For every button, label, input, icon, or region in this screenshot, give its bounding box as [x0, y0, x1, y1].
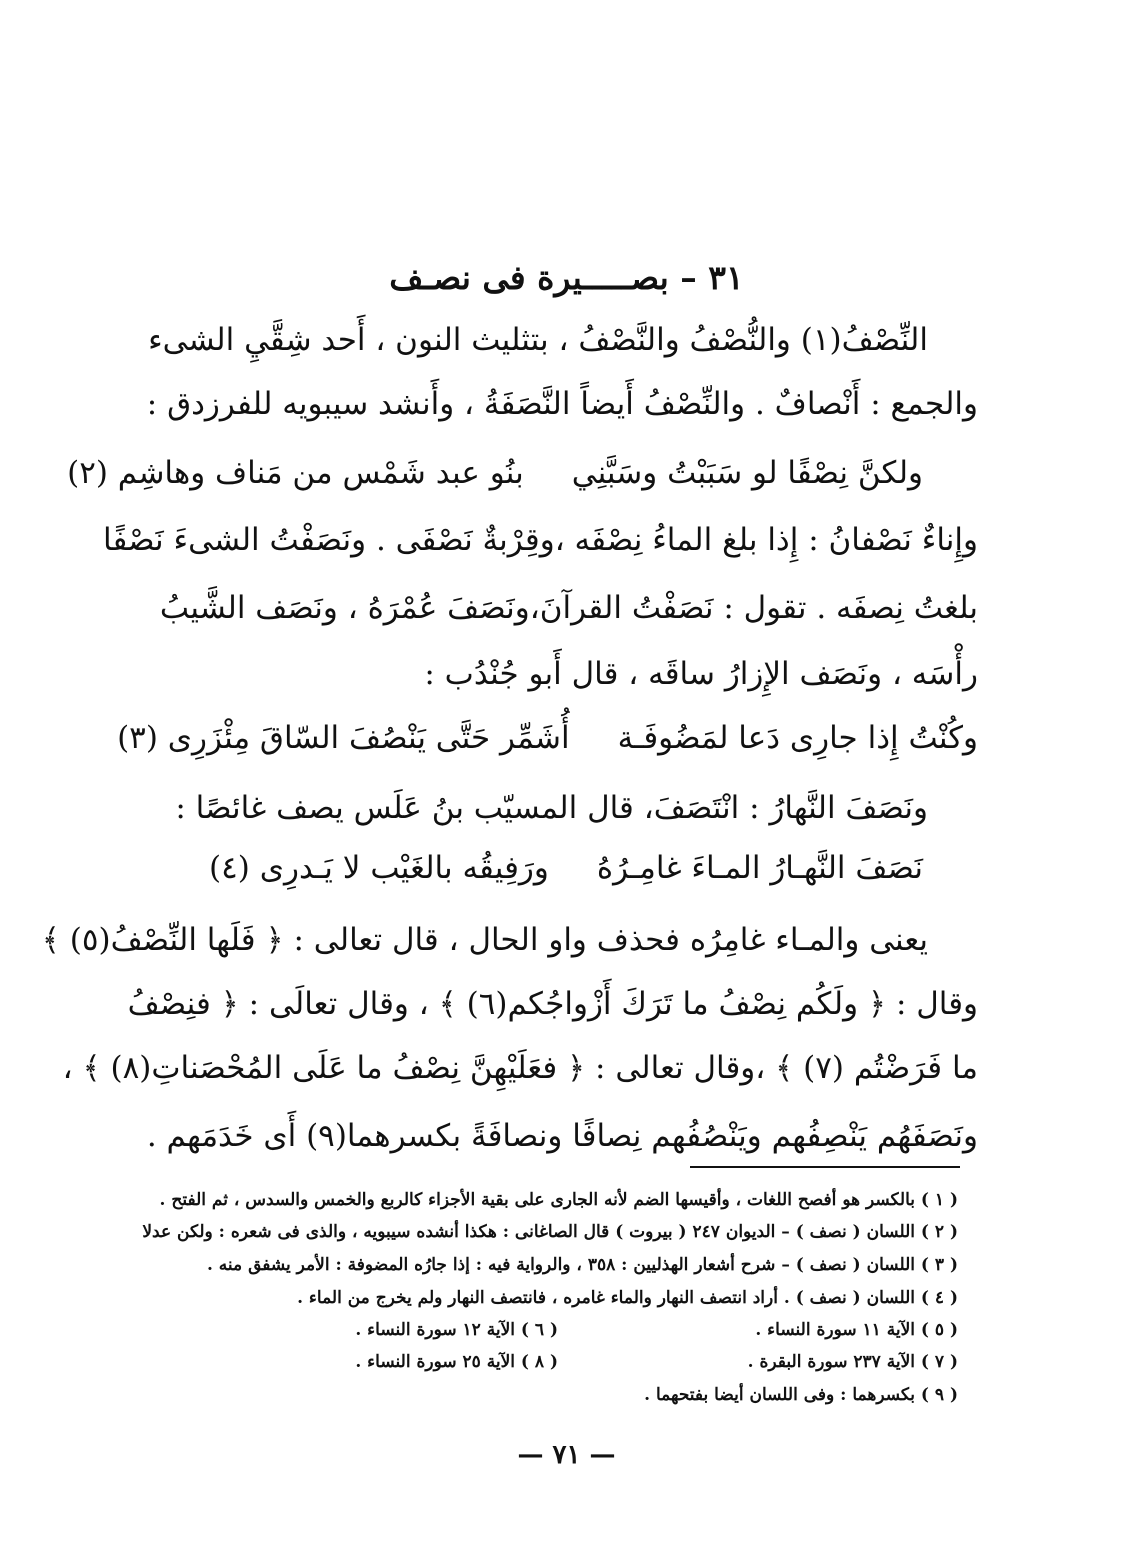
footnote-7: ( ٧ ) الآية ٢٣٧ سورة البقرة . — [747, 1352, 958, 1372]
verse-1-first-hemistich: ولكنَّ نِصْفًا لو سَبَبْتُ وسَبَّنِي — [571, 455, 923, 491]
verse-1 — [67, 455, 923, 491]
section-heading: ٣١ – بصـــــيرة فى نصـف — [389, 258, 744, 297]
footnote-8: ( ٨ ) الآية ٢٥ سورة النساء . — [355, 1352, 558, 1372]
verse-3 — [148, 850, 923, 886]
verse-3-first-hemistich: نَصَفَ النَّهـارُ المـاءَ غامِـرُهُ — [596, 850, 923, 886]
verse-1-second-hemistich: بنُو عبد شَمْس من مَناف وهاشِم (٢) — [67, 455, 524, 491]
body-line-4: بلغتُ نِصفَه . تقول : نَصَفْتُ القرآنَ،ونَصَفَ عُمْرَهُ ، ونَصَف الشَّيبُ — [159, 590, 978, 626]
verse-2-second-hemistich: أُشَمِّر حَتَّى يَنْصُفَ السّاقَ مِئْزَرِى (٣) — [117, 720, 570, 756]
footnote-1: ( ١ ) بالكسر هو أفصح اللغات ، وأقيسها الضم لأنه الجارى على بقية الأجزاء كالربع والخمس والسدس ، ثم الفتح . — [159, 1190, 958, 1210]
footnote-6: ( ٦ ) الآية ١٢ سورة النساء . — [355, 1320, 558, 1340]
footnote-3: ( ٣ ) اللسان ( نصف ) – شرح أشعار الهذليين : ٣٥٨ ، والرواية فيه : إذا جارُه المضوفة : الأمر يشفق منه . — [206, 1255, 958, 1275]
body-line-10: ونَصَفَهُم يَنْصِفُهم ويَنْصُفُهم نِصافًا ونصافَةً بكسرهما(٩) أَى خَدَمَهم . — [146, 1118, 978, 1154]
verse-2-first-hemistich: وكُنْتُ إِذا جارِى دَعا لمَضُوفَـة — [617, 720, 978, 756]
footnote-2: ( ٢ ) اللسان ( نصف ) – الديوان ٢٤٧ ( بيروت ) قال الصاغانى : هكذا أنشده سيبويه ، والذى فى شعره : ولكن عدلا — [142, 1222, 958, 1242]
footnote-row-7-8 — [158, 1352, 958, 1372]
body-line-3: وإِناءٌ نَصْفانُ : إِذا بلغ الماءُ نِصْفَه ،وقِرْبةٌ نَصْفَى . ونَصَفْتُ الشىءَ نَصْفًا — [103, 522, 978, 558]
body-line-2: والجمع : أَنْصافٌ . والنِّصْفُ أَيضاً النَّصَفَةُ ، وأَنشد سيبويه للفرزدق : — [146, 386, 978, 422]
body-line-6: ونَصَفَ النَّهارُ : انْتَصَفَ، قال المسيّب بنُ عَلَس يصف غائصًا : — [175, 790, 928, 826]
verse-2 — [117, 720, 978, 756]
body-line-7: يعنى والمـاء غامِرُه فحذف واو الحال ، قال تعالى : ﴿ فَلَها النِّصْفُ(٥) ﴾ — [41, 922, 928, 958]
page-number: — ٧١ — — [517, 1440, 616, 1470]
body-line-5: رأْسَه ، ونَصَف الإِزارُ ساقَه ، قال أَبو جُنْدُب : — [424, 656, 978, 692]
footnote-5: ( ٥ ) الآية ١١ سورة النساء . — [755, 1320, 958, 1340]
body-line-8: وقال : ﴿ ولَكُم نِصْفُ ما تَرَكَ أَزْواجُكم(٦) ﴾ ، وقال تعالَى : ﴿ فنِصْفُ — [127, 986, 978, 1022]
footnote-4: ( ٤ ) اللسان ( نصف ) . أراد انتصف النهار والماء غامره ، فانتصف النهار ولم يخرج من الماء . — [297, 1288, 958, 1308]
footnote-divider — [690, 1166, 960, 1168]
body-line-1: النِّصْفُ(١) والنُّصْفُ والنَّصْفُ ، بتثليث النون ، أَحد شِقَّيِ الشىء — [148, 322, 928, 358]
verse-3-second-hemistich: ورَفِيقُه بالغَيْب لا يَـدرِى (٤) — [209, 850, 549, 886]
body-line-9: ما فَرَضْتُم (٧) ﴾ ،وقال تعالى : ﴿ فعَلَيْهِنَّ نِصْفُ ما عَلَى المُحْصَناتِ(٨) ﴾ ، — [62, 1050, 978, 1086]
footnote-row-5-6 — [158, 1320, 958, 1340]
footnote-9: ( ٩ ) بكسرهما : وفى اللسان أيضا بفتحهما . — [644, 1385, 958, 1405]
